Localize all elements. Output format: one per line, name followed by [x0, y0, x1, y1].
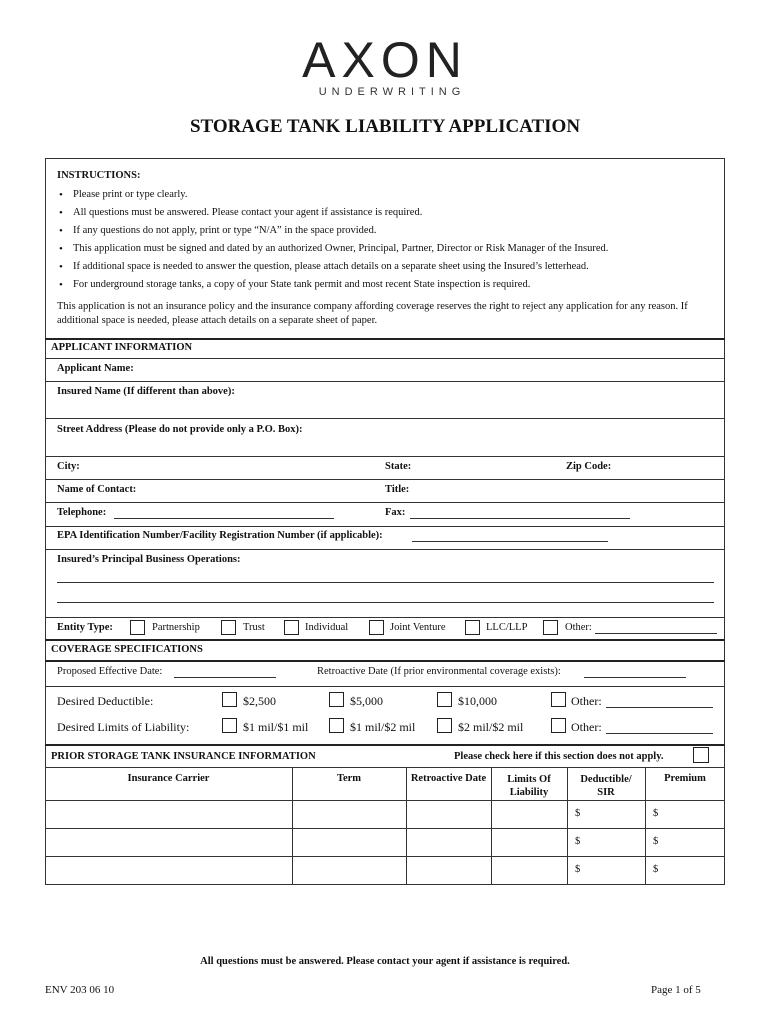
effective-date-label: Proposed Effective Date: [57, 666, 163, 677]
contact-title-label: Title: [385, 484, 410, 495]
applicant-section-heading: APPLICANT INFORMATION [51, 342, 193, 353]
limits-1-1-label: $1 mil/$1 mil [243, 720, 309, 734]
col-premium: Premium [664, 773, 706, 784]
telephone-label: Telephone: [57, 507, 107, 518]
company-logo [0, 32, 770, 98]
epa-number-field[interactable] [412, 541, 608, 542]
col-deductible-sir: Deductible/ SIR [580, 774, 632, 798]
deductible-other-field[interactable] [606, 707, 713, 708]
instruction-item: • For underground storage tanks, a copy of your State tank permit and most recent State inspection is required. [55, 276, 715, 294]
retroactive-date-field[interactable] [584, 677, 686, 678]
deductible-label: Desired Deductible: [57, 694, 154, 708]
entity-llc-label: LLC/LLP [486, 622, 528, 633]
telephone-field[interactable] [114, 518, 334, 519]
street-address-label: Street Address (Please do not provide only a P.O. Box): [57, 424, 303, 435]
prior-insurance-heading: PRIOR STORAGE TANK INSURANCE INFORMATION [51, 751, 316, 762]
entity-joint-venture-checkbox[interactable] [369, 620, 384, 635]
entity-joint-venture-label: Joint Venture [390, 622, 446, 633]
instructions-list [55, 186, 715, 294]
limits-other-label: Other: [571, 720, 602, 734]
limits-2-2-label: $2 mil/$2 mil [458, 720, 524, 734]
retroactive-date-label: Retroactive Date (If prior environmental coverage exists): [317, 666, 561, 677]
instruction-item: • Please print or type clearly. [55, 186, 715, 204]
contact-name-label: Name of Contact: [57, 484, 137, 495]
instruction-item: • If additional space is needed to answer the question, please attach details on a separate sheet using the Insured’s letterhead. [55, 258, 715, 276]
limits-label: Desired Limits of Liability: [57, 720, 190, 734]
business-operations-line-2[interactable] [57, 602, 714, 603]
instruction-item: • This application must be signed and dated by an authorized Owner, Principal, Partner, Director or Risk Manager of the Insured. [55, 240, 715, 258]
city-label: City: [57, 461, 80, 472]
insured-name-label: Insured Name (If different than above): [57, 386, 235, 397]
row1-premium-currency: $ [653, 808, 659, 819]
zip-code-label: Zip Code: [566, 461, 612, 472]
deductible-other-checkbox[interactable] [551, 692, 566, 707]
deductible-5000-checkbox[interactable] [329, 692, 344, 707]
footer-note: All questions must be answered. Please contact your agent if assistance is required. [200, 956, 570, 967]
limits-2-2-checkbox[interactable] [437, 718, 452, 733]
limits-1-2-checkbox[interactable] [329, 718, 344, 733]
entity-type-label: Entity Type: [57, 622, 113, 633]
coverage-section-heading: COVERAGE SPECIFICATIONS [51, 644, 203, 655]
col-limits-of-liability: Limits Of Liability [507, 774, 551, 798]
entity-individual-label: Individual [305, 622, 349, 633]
entity-llc-checkbox[interactable] [465, 620, 480, 635]
epa-number-label: EPA Identification Number/Facility Registration Number (if applicable): [57, 530, 383, 541]
not-applicable-checkbox[interactable] [693, 747, 709, 763]
not-applicable-note: Please check here if this section does not apply. [454, 751, 664, 762]
row2-premium-currency: $ [653, 836, 659, 847]
state-label: State: [385, 461, 412, 472]
effective-date-field[interactable] [174, 677, 276, 678]
limits-other-checkbox[interactable] [551, 718, 566, 733]
entity-other-checkbox[interactable] [543, 620, 558, 635]
instruction-item: • All questions must be answered. Please contact your agent if assistance is required. [55, 204, 715, 222]
form-code: ENV 203 06 10 [45, 984, 115, 996]
col-retroactive-date: Retroactive Date [410, 773, 487, 784]
col-term: Term [336, 773, 362, 784]
deductible-10000-checkbox[interactable] [437, 692, 452, 707]
limits-1-2-label: $1 mil/$2 mil [350, 720, 416, 734]
business-operations-label: Insured’s Principal Business Operations: [57, 554, 241, 565]
deductible-10000-label: $10,000 [458, 694, 497, 708]
instructions-heading: INSTRUCTIONS: [57, 170, 141, 181]
deductible-2500-label: $2,500 [243, 694, 276, 708]
limits-other-field[interactable] [606, 733, 713, 734]
insured-name-field[interactable] [57, 400, 717, 416]
applicant-name-label: Applicant Name: [57, 363, 134, 374]
deductible-2500-checkbox[interactable] [222, 692, 237, 707]
logo-wordmark: AXON [302, 32, 468, 88]
entity-trust-label: Trust [243, 622, 265, 633]
street-address-field[interactable] [57, 438, 717, 454]
business-operations-line-1[interactable] [57, 582, 714, 583]
entity-other-label: Other: [565, 622, 592, 633]
entity-trust-checkbox[interactable] [221, 620, 236, 635]
row3-premium-currency: $ [653, 864, 659, 875]
row1-deductible-currency: $ [575, 808, 581, 819]
instructions-note: This application is not an insurance policy and the insurance company affording coverage reserves the right to reject any application for any reason. If additional space is needed, please attach details on a separate sheet of paper. [57, 301, 688, 326]
row2-deductible-currency: $ [575, 836, 581, 847]
row3-deductible-currency: $ [575, 864, 581, 875]
deductible-5000-label: $5,000 [350, 694, 383, 708]
fax-label: Fax: [385, 507, 406, 518]
fax-field[interactable] [410, 518, 630, 519]
entity-partnership-checkbox[interactable] [130, 620, 145, 635]
applicant-name-field[interactable] [160, 360, 720, 380]
entity-partnership-label: Partnership [152, 622, 200, 633]
deductible-other-label: Other: [571, 694, 602, 708]
page-number: Page 1 of 5 [651, 984, 701, 996]
entity-individual-checkbox[interactable] [284, 620, 299, 635]
page-title: STORAGE TANK LIABILITY APPLICATION [189, 116, 581, 137]
limits-1-1-checkbox[interactable] [222, 718, 237, 733]
entity-other-field[interactable] [595, 633, 717, 634]
instruction-item: • If any questions do not apply, print or type “N/A” in the space provided. [55, 222, 715, 240]
col-insurance-carrier: Insurance Carrier [127, 773, 210, 784]
logo-tagline: UNDERWRITING [318, 86, 466, 98]
